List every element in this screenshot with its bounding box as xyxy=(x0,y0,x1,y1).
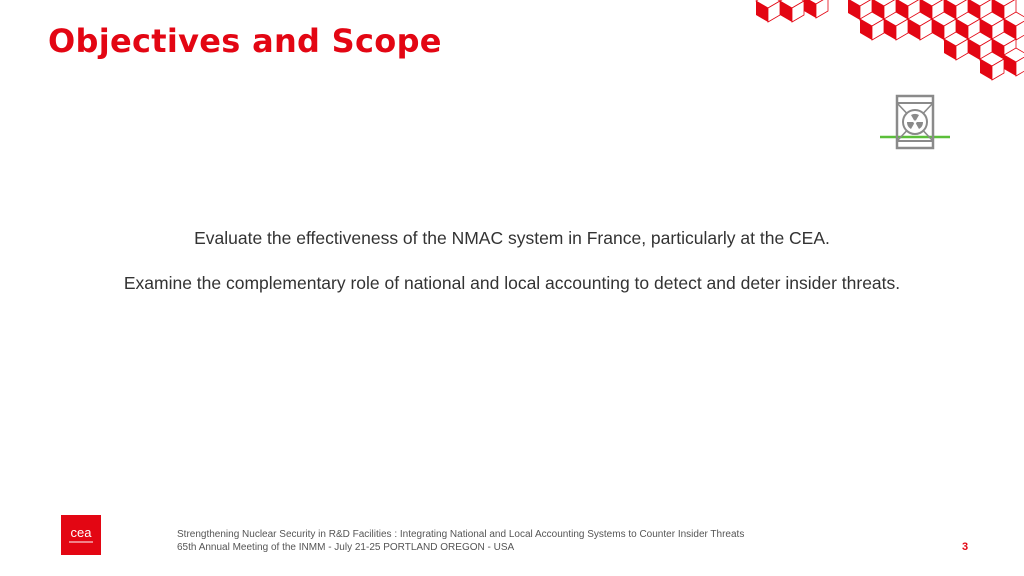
cea-logo xyxy=(61,515,101,555)
cubes-pattern-icon xyxy=(750,0,1024,82)
radioactive-container-icon xyxy=(878,94,952,150)
footer-line-2: 65th Annual Meeting of the INMM - July 21-25 PORTLAND OREGON - USA xyxy=(177,542,515,553)
page-number: 3 xyxy=(962,541,969,553)
objective-paragraph-1: Evaluate the effectiveness of the NMAC system in France, particularly at the CEA. xyxy=(194,228,830,248)
svg-text:cea: cea xyxy=(70,525,92,540)
footer xyxy=(177,528,744,554)
slide-title: Objectives and Scope xyxy=(48,22,442,60)
footer-line-1: Strengthening Nuclear Security in R&D Facilities : Integrating National and Local Accounting Systems to Counter Insider Threats xyxy=(177,529,745,540)
objective-paragraph-2: Examine the complementary role of national and local accounting to detect and deter insider threats. xyxy=(123,273,901,293)
